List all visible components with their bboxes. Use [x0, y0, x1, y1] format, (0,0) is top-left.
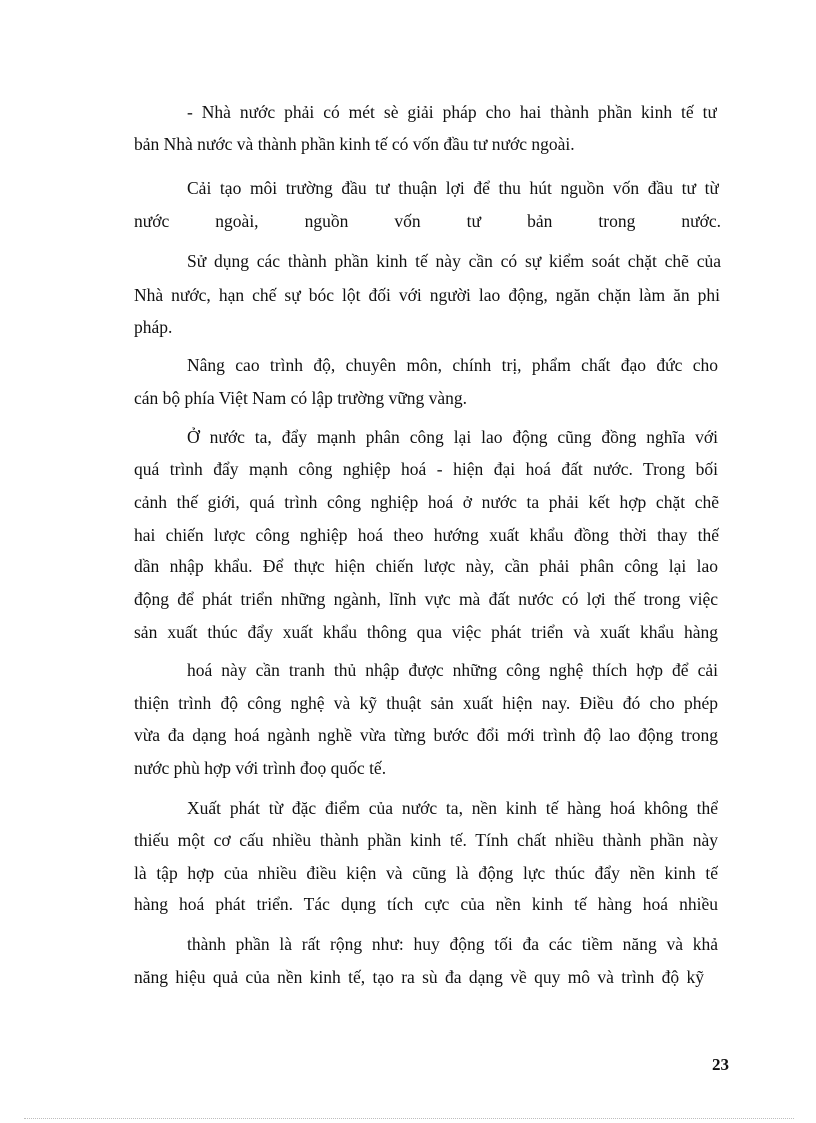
text-line: hoá này cần tranh thủ nhập được những công nghệ thích hợp để cải	[187, 660, 718, 680]
text-line: nước ngoài, nguồn vốn tư bản trong nước.	[134, 211, 721, 231]
text-line: pháp.	[134, 317, 173, 337]
text-line: năng hiệu quả của nền kinh tế, tạo ra sù đa dạng về quy mô và trình độ kỹ	[134, 967, 704, 987]
text-line: sản xuất thúc đẩy xuất khẩu thông qua việc phát triển và xuất khẩu hàng	[134, 622, 718, 642]
page-bottom-divider	[24, 1118, 794, 1119]
text-line: Cải tạo môi trường đầu tư thuận lợi để thu hút nguồn vốn đầu tư từ	[187, 178, 719, 198]
text-line: thiện trình độ công nghệ và kỹ thuật sản xuất hiện nay. Điều đó cho phép	[134, 693, 718, 713]
text-line: Xuất phát từ đặc điểm của nước ta, nền kinh tế hàng hoá không thể	[187, 798, 718, 818]
text-line: vừa đa dạng hoá ngành nghề vừa từng bước đổi mới trình độ lao động trong	[134, 725, 718, 745]
page-number: 23	[712, 1055, 729, 1074]
text-line: là tập hợp của nhiều điều kiện và cũng là động lực thúc đẩy nền kinh tế	[134, 863, 718, 883]
text-line: thành phần là rất rộng như: huy động tối đa các tiềm năng và khả	[187, 934, 718, 954]
text-line: Nhà nước, hạn chế sự bóc lột đối với người lao động, ngăn chặn làm ăn phi	[134, 285, 720, 305]
text-line: hai chiến lược công nghiệp hoá theo hướng xuất khẩu đồng thời thay thế	[134, 525, 719, 545]
text-line: dần nhập khẩu. Để thực hiện chiến lược này, cần phải phân công lại lao	[134, 556, 718, 576]
text-line: - Nhà nước phải có mét sè giải pháp cho hai thành phần kinh tế tư	[187, 102, 717, 122]
text-line: Nâng cao trình độ, chuyên môn, chính trị, phẩm chất đạo đức cho	[187, 355, 718, 375]
text-line: hàng hoá phát triển. Tác dụng tích cực của nền kinh tế hàng hoá nhiều	[134, 894, 718, 914]
text-line: Sử dụng các thành phần kinh tế này cần có sự kiểm soát chặt chẽ của	[187, 251, 721, 271]
text-line: động để phát triển những ngành, lĩnh vực mà đất nước có lợi thế trong việc	[134, 589, 718, 609]
text-line: Ở nước ta, đẩy mạnh phân công lại lao động cũng đồng nghĩa với	[187, 427, 718, 447]
text-line: cán bộ phía Việt Nam có lập trường vững vàng.	[134, 388, 468, 408]
text-line: quá trình đẩy mạnh công nghiệp hoá - hiện đại hoá đất nước. Trong bối	[134, 459, 718, 479]
text-line: thiếu một cơ cấu nhiều thành phần kinh tế. Tính chất nhiều thành phần này	[134, 830, 718, 850]
text-line: cảnh thế giới, quá trình công nghiệp hoá ở nước ta phải kết hợp chặt chẽ	[134, 492, 719, 512]
text-line: bản Nhà nước và thành phần kinh tế có vốn đầu tư nước ngoài.	[134, 134, 575, 154]
text-line: nước phù hợp với trình đoọ quốc tế.	[134, 758, 387, 778]
